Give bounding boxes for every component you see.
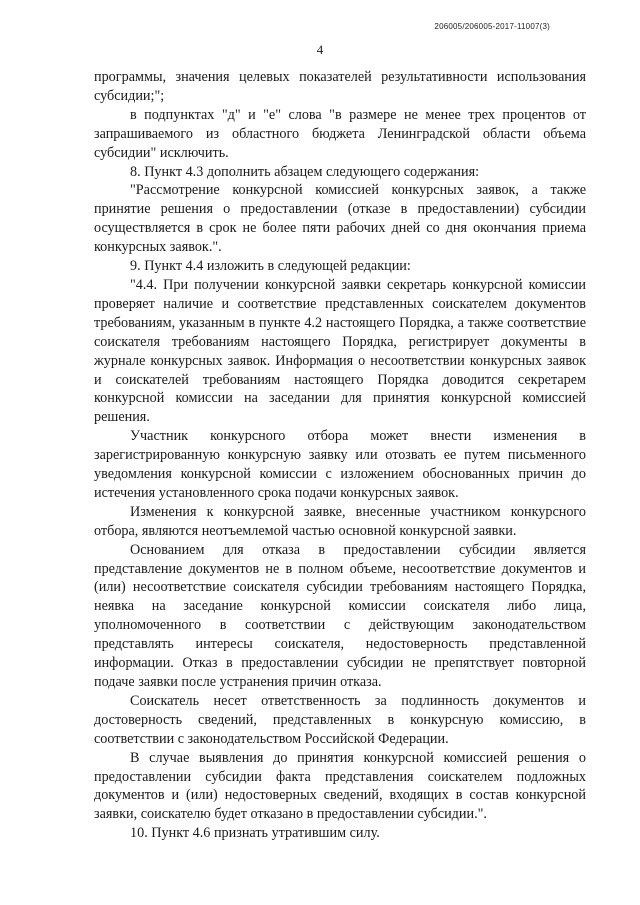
- paragraph: Основанием для отказа в предоставлении субсидии является представление документов не в полном объеме, несоответствие документов и (или) несоответствие соискателя субсидии требованиям настоящего Порядка, неявка на заседание конкурсной комиссии соискателя либо лица, уполномоченного в соответствии с действующим законодательством представлять интересы соискателя, недостоверность представленной информации. Отказ в предоставлении субсидии не препятствует повторной подаче заявки после устранения причин отказа.: [94, 541, 586, 690]
- paragraph: Соискатель несет ответственность за подлинность документов и достоверность сведений, представленных в конкурсную комиссию, в соответствии с законодательством Российской Федерации.: [94, 692, 586, 747]
- paragraph: "4.4. При получении конкурсной заявки секретарь конкурсной комиссии проверяет наличие и соответствие представленных соискателем документов требованиям, указанным в пункте 4.2 настоящего Порядка, а также соответствие соискателя требованиям настоящего Порядка, регистрирует документы в журнале конкурсных заявок. Информация о несоответствии конкурсных заявок и соискателей требованиям настоящего Порядка доводится секретарем конкурсной комиссии на заседании для принятия конкурсной комиссией решения.: [94, 276, 586, 426]
- paragraph: Участник конкурсного отбора может внести изменения в зарегистрированную конкурсную заявку или отозвать ее путем письменного уведомления конкурсной комиссии с изложением обоснованных причин до истечения установленного срока подачи конкурсных заявок.: [94, 428, 586, 501]
- paragraph: В случае выявления до принятия конкурсной комиссией решения о предоставлении субсидии факта представления соискателем подложных документов и (или) недостоверных сведений, входящих в состав конкурсной заявки, соискателю будет отказано в предоставлении субсидии.".: [94, 749, 586, 823]
- paragraph: 8. Пункт 4.3 дополнить абзацем следующего содержания:: [130, 163, 480, 180]
- page-number: 4: [316, 42, 324, 57]
- paragraph: Изменения к конкурсной заявке, внесенные участником конкурсного отбора, являются неотъемлемой частью основной конкурсной заявки.: [94, 503, 586, 539]
- document-body: [94, 68, 586, 843]
- paragraph: 9. Пункт 4.4 изложить в следующей редакции:: [130, 258, 411, 275]
- document-id: 206005/206005-2017-11007(3): [434, 22, 550, 31]
- paragraph: 10. Пункт 4.6 признать утратившим силу.: [130, 825, 380, 842]
- paragraph: "Рассмотрение конкурсной комиссией конкурсных заявок, а также принятие решения о предоставлении (отказе в предоставлении) субсидии осуществляется в срок не более пяти рабочих дней со дня окончания приема конкурсных заявок.".: [94, 182, 586, 256]
- paragraph: программы, значения целевых показателей результативности использования субсидии;";: [94, 69, 586, 104]
- paragraph: в подпунктах "д" и "е" слова "в размере не менее трех процентов от запрашиваемого из областного бюджета Ленинградской области объема субсидии" исключить.: [94, 106, 586, 161]
